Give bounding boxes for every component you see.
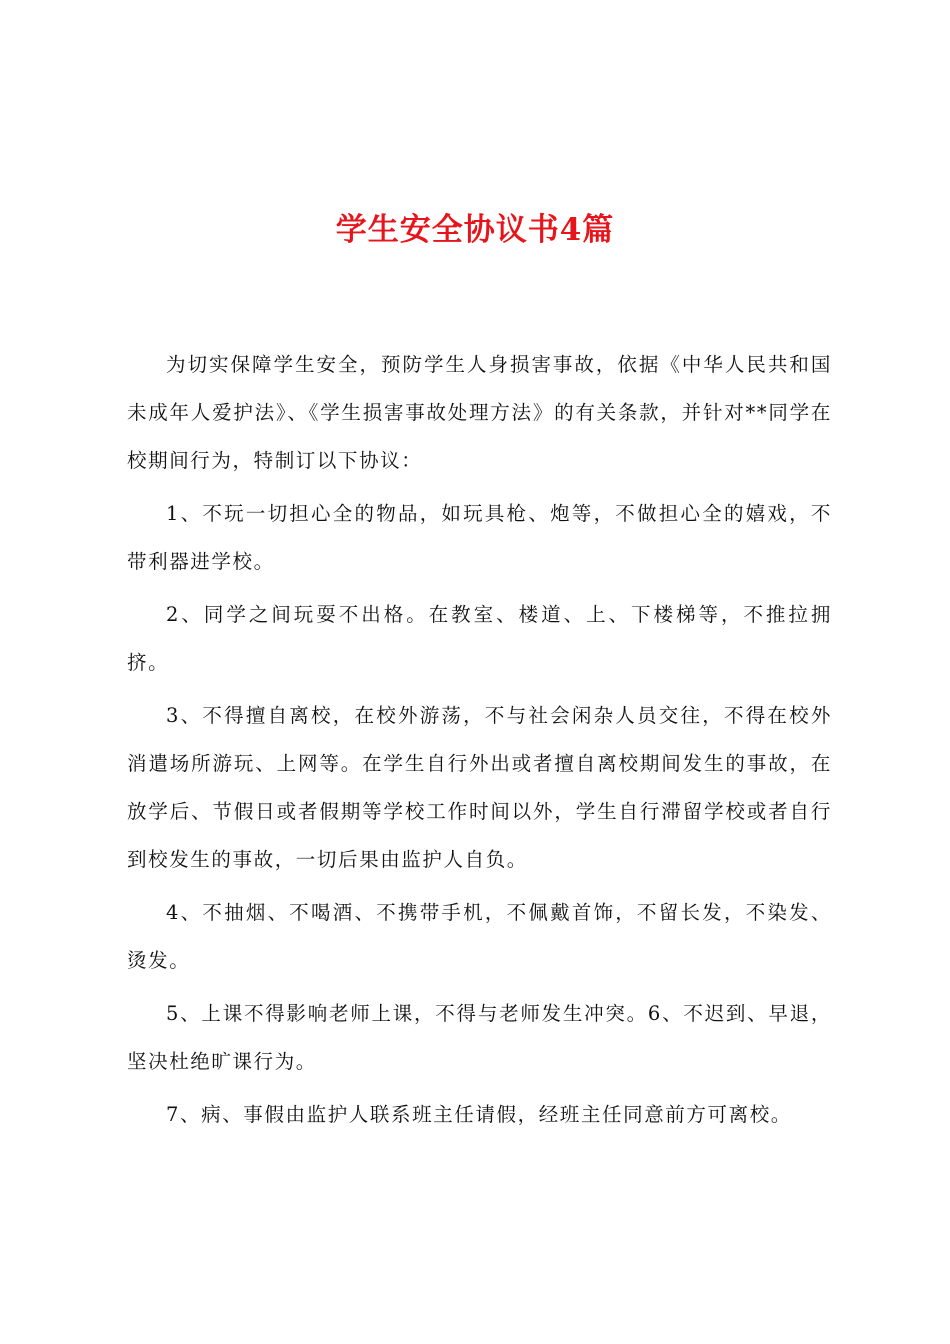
paragraph-intro: 为切实保障学生安全，预防学生人身损害事故，依据《中华人民共和国未成年人爱护法》、《学生损害事故处理方法》的有关条款，并针对**同学在校期间行为，特制订以下协议： <box>127 353 832 472</box>
paragraph-item-7: 7、病、事假由监护人联系班主任请假，经班主任同意前方可离校。 <box>166 1103 792 1126</box>
paragraph-item-3: 3、不得擅自离校，在校外游荡，不与社会闲杂人员交往，不得在校外消遣场所游玩、上网等。在学生自行外出或者擅自离校期间发生的事故，在放学后、节假日或者假期等学校工作时间以外，学生自行滞留学校或者自行到校发生的事故，一切后果由监护人自负。 <box>127 704 832 871</box>
paragraph-item-1: 1、不玩一切担心全的物品，如玩具枪、炮等，不做担心全的嬉戏，不带利器进学校。 <box>127 502 832 573</box>
paragraph-item-2: 2、同学之间玩耍不出格。在教室、楼道、上、下楼梯等，不推拉拥挤。 <box>127 603 832 674</box>
document-body <box>127 341 832 1144</box>
paragraph-item-4: 4、不抽烟、不喝酒、不携带手机，不佩戴首饰，不留长发，不染发、烫发。 <box>127 901 832 972</box>
document-title: 学生安全协议书4篇 <box>335 212 615 248</box>
paragraph-item-5-6: 5、上课不得影响老师上课，不得与老师发生冲突。6、不迟到、早退，坚决杜绝旷课行为。 <box>127 1002 832 1073</box>
